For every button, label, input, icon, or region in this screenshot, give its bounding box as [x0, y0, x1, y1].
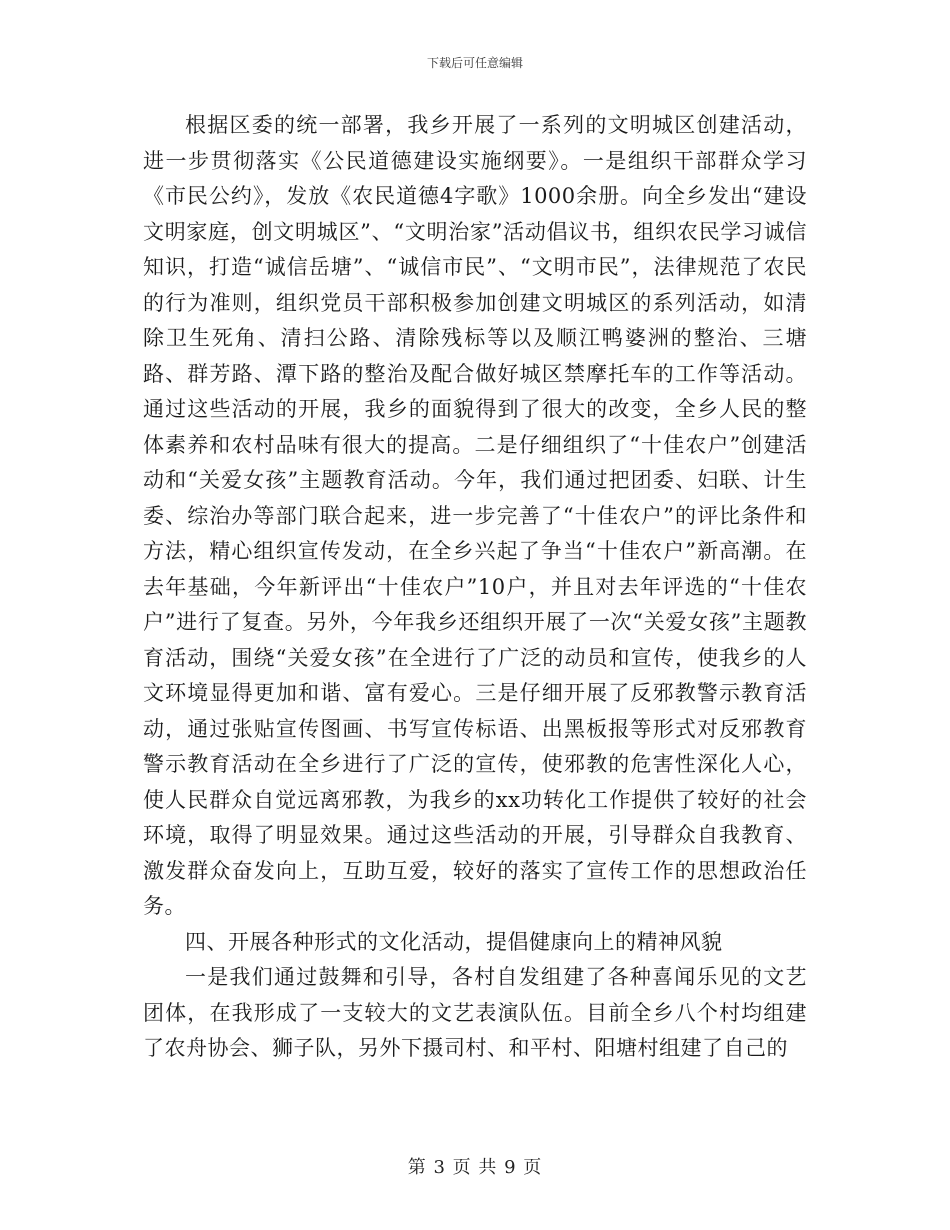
- page-number: 第 3 页 共 9 页: [407, 1157, 543, 1178]
- document-body: [143, 108, 807, 1067]
- paragraph-art-troupes: 一是我们通过鼓舞和引导，各村自发组建了各种喜闻乐见的文艺团体，在我形成了一支较大的文艺表演队伍。目前全乡八个村均组建了农舟协会、狮子队，另外下摄司村、和平村、阳塘村组建了自己的: [143, 965, 807, 1060]
- paragraph-civilization-campaign: 根据区委的统一部署，我乡开展了一系列的文明城区创建活动，进一步贯彻落实《公民道德建设实施纲要》。一是组织干部群众学习《市民公约》，发放《农民道德4字歌》1000余册。向全乡发出“建设文明家庭，创文明城区”、“文明治家”活动倡议书，组织农民学习诚信知识，打造“诚信岳塘”、“诚信市民”、“文明市民”，法律规范了农民的行为准则，组织党员干部积极参加创建文明城区的系列活动，如清除卫生死角、清扫公路、清除残标等以及顺江鸭婆洲的整治、三塘路、群芳路、潭下路的整治及配合做好城区禁摩托车的工作等活动。通过这些活动的开展，我乡的面貌得到了很大的改变，全乡人民的整体素养和农村品味有很大的提高。二是仔细组织了“十佳农户”创建活动和“关爱女孩”主题教育活动。今年，我们通过把团委、妇联、计生委、综治办等部门联合起来，进一步完善了“十佳农户”的评比条件和方法，精心组织宣传发动，在全乡兴起了争当“十佳农户”新高潮。在去年基础，今年新评出“十佳农户”10户，并且对去年评选的“十佳农户”进行了复查。另外，今年我乡还组织开展了一次“关爱女孩”主题教育活动，围绕“关爱女孩”在全进行了广泛的动员和宣传，使我乡的人文环境显得更加和谐、富有爱心。三是仔细开展了反邪教警示教育活动，通过张贴宣传图画、书写宣传标语、出黑板报等形式对反邪教育警示教育活动在全乡进行了广泛的宣传，使邪教的危害性深化人心，使人民群众自觉远离邪教，为我乡的xx功转化工作提供了较好的社会环境，取得了明显效果。通过这些活动的开展，引导群众自我教育、激发群众奋发向上，互助互爱，较好的落实了宣传工作的思想政治任务。: [143, 113, 807, 918]
- section-heading-cultural-activities: 四、开展各种形式的文化活动，提倡健康向上的精神风貌: [185, 929, 723, 954]
- page-header-note: 下载后可任意编辑: [426, 56, 523, 70]
